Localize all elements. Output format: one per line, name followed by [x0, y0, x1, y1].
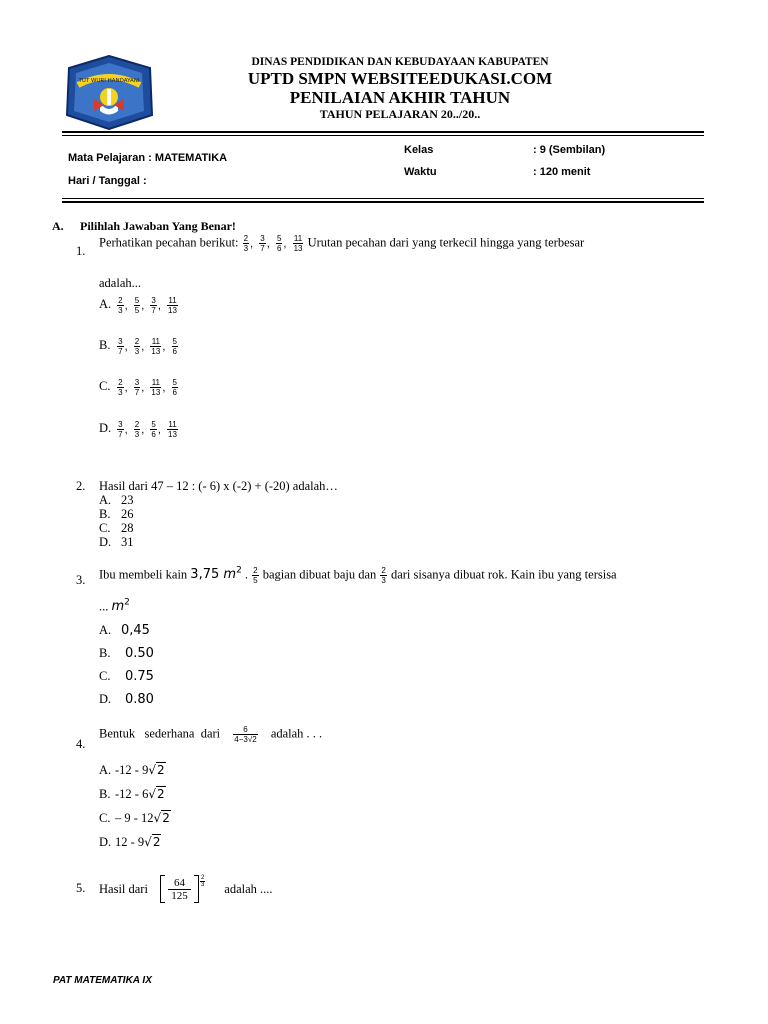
- section-label: A.: [52, 219, 64, 233]
- question-number: 1.: [76, 244, 86, 258]
- fraction: $\frac{5}{6}$: [276, 234, 282, 253]
- option-c[interactable]: C. – 9 - 12√2: [99, 811, 170, 825]
- question-2-text: Hasil dari 47 – 12 : (- 6) x (-2) + (-20) adalah…: [99, 479, 338, 493]
- option-d[interactable]: D. 31: [99, 535, 134, 549]
- question-1-suffix: Urutan pecahan dari yang terkecil hingga yang terbesar: [307, 235, 585, 250]
- fabric-amount: 3,75 $m^2$: [190, 566, 242, 583]
- info-rule-bottom-thick: [62, 201, 704, 203]
- option-b[interactable]: B. -12 - 6√2: [99, 787, 165, 801]
- question-1-cont: adalah...: [99, 276, 141, 290]
- question-number: 3.: [76, 573, 86, 587]
- option-d[interactable]: D. 12 - 9√2: [99, 835, 161, 849]
- option-a[interactable]: A. -12 - 9√2: [99, 763, 165, 777]
- question-1-stem: Perhatikan pecahan berikut: $\frac{2}{3}$ , $\frac{3}{7}$ , $\frac{5}{6}$ , $\frac{11}{13}$ Urutan pecahan dari yang terkecil hingga yang terbesar: [99, 234, 585, 253]
- question-3-stem: Ibu membeli kain 3,75 $m^2$ . $\frac{2}{5}$ bagian dibuat baju dan $\frac{2}{3}$ dari sisanya dibuat rok. Kain ibu yang tersisa: [99, 566, 617, 585]
- question-number: 4.: [76, 737, 86, 751]
- header-line-4: TAHUN PELAJARAN 20../20..: [319, 107, 481, 121]
- bracketed-fraction: $\frac{64}{125}$ $\frac{2}{3}$: [160, 875, 206, 903]
- fraction: $\frac{2}{3}$: [243, 234, 249, 253]
- question-4-stem: Bentuk sederhana dari $\frac{6}{4-3√2}$ adalah . . .: [99, 725, 323, 744]
- option-b[interactable]: B. 0.50: [99, 646, 154, 661]
- day-date-label: Hari / Tanggal :: [68, 175, 147, 187]
- fraction: $\frac{2}{5}$: [253, 566, 258, 585]
- class-value: : 9 (Sembilan): [533, 144, 606, 156]
- option-a[interactable]: A. $\frac{2}{3}$ , $\frac{5}{5}$ , $\frac{3}{7}$ , $\frac{11}{13}$: [99, 296, 177, 315]
- section-title: [52, 219, 236, 234]
- header-line-3: PENILAIAN AKHIR TAHUN: [289, 88, 511, 107]
- option-d[interactable]: D. 0.80: [99, 692, 154, 707]
- header-line-1: DINAS PENDIDIKAN DAN KEBUDAYAAN KABUPATEN: [251, 56, 549, 68]
- question-number: 2.: [76, 479, 86, 493]
- header-line-2: UPTD SMPN WEBSITEEDUKASI.COM: [247, 69, 553, 88]
- question-3-cont: ... $m^2$: [99, 598, 130, 615]
- logo-text: TUT WURI HANDAYANI: [78, 78, 140, 84]
- option-d[interactable]: D. $\frac{3}{7}$ , $\frac{2}{3}$ , $\frac{5}{6}$ , $\frac{11}{13}$: [99, 420, 177, 439]
- header-rule-top-thin: [62, 135, 704, 136]
- question-number: 5.: [76, 881, 86, 895]
- section-text: Pilihlah Jawaban Yang Benar!: [80, 219, 236, 233]
- class-label: Kelas: [404, 144, 434, 156]
- info-rule-bottom: [62, 198, 704, 199]
- fraction: $\frac{6}{4-3√2}$: [234, 725, 257, 744]
- header-rule-top: [62, 131, 704, 133]
- option-c[interactable]: C. 0.75: [99, 669, 154, 684]
- question-1-prefix: Perhatikan pecahan berikut:: [99, 235, 239, 250]
- time-value: : 120 menit: [533, 166, 591, 178]
- option-a[interactable]: A. 0,45: [99, 623, 150, 638]
- fraction: $\frac{11}{13}$: [293, 234, 303, 253]
- option-b[interactable]: B. 26: [99, 507, 134, 521]
- school-logo: [64, 55, 154, 130]
- option-c[interactable]: C. $\frac{2}{3}$ , $\frac{3}{7}$ , $\frac{11}{13}$ , $\frac{5}{6}$: [99, 378, 177, 397]
- fraction: $\frac{3}{7}$: [260, 234, 265, 253]
- fraction: $\frac{2}{3}$: [381, 566, 386, 585]
- subject-label: Mata Pelajaran : MATEMATIKA: [68, 152, 228, 164]
- option-a[interactable]: A. 23: [99, 493, 134, 507]
- option-c[interactable]: C. 28: [99, 521, 134, 535]
- footer-label: PAT MATEMATIKA IX: [53, 975, 152, 986]
- option-b[interactable]: B. $\frac{3}{7}$ , $\frac{2}{3}$ , $\frac{11}{13}$ , $\frac{5}{6}$: [99, 337, 177, 356]
- question-5-stem: Hasil dari $\frac{64}{125}$ $\frac{2}{3}$ adalah ....: [99, 875, 273, 902]
- time-label: Waktu: [404, 166, 437, 178]
